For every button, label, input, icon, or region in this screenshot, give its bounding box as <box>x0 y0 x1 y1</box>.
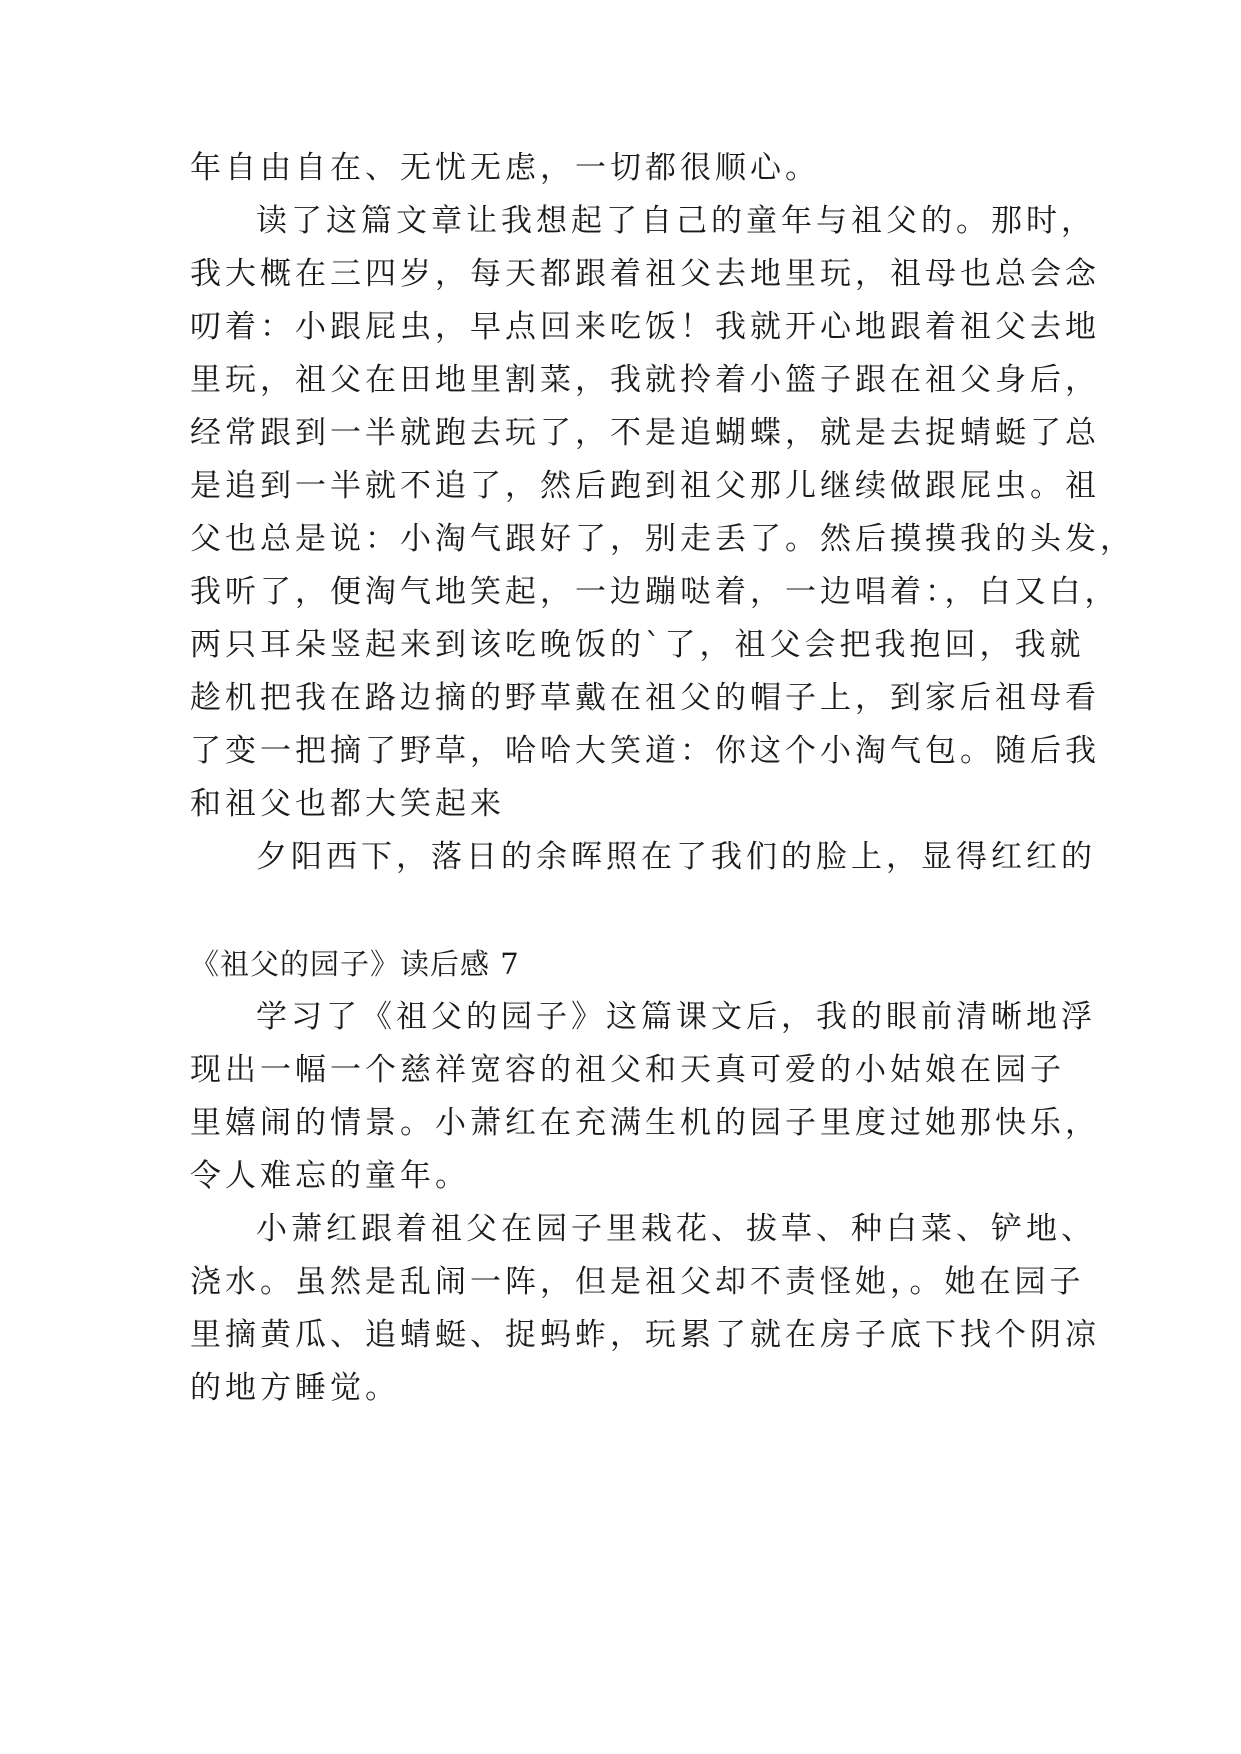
paragraph-line: 浇水。虽然是乱闹一阵，但是祖父却不责怪她，。她在园子 <box>190 1264 1085 1300</box>
paragraph-line: 夕阳西下，落日的余晖照在了我们的脸上，显得红红的 <box>256 839 1096 875</box>
paragraph-line: 现出一幅一个慈祥宽容的祖父和天真可爱的小姑娘在园子 <box>190 1052 1065 1088</box>
paragraph-line: 是追到一半就不追了，然后跑到祖父那儿继续做跟屁虫。祖 <box>190 468 1100 504</box>
paragraph-line: 读了这篇文章让我想起了自己的童年与祖父的。那时， <box>256 203 1096 239</box>
paragraph-line: 趁机把我在路边摘的野草戴在祖父的帽子上，到家后祖母看 <box>190 680 1100 716</box>
paragraph-line: 我听了，便淘气地笑起，一边蹦哒着，一边唱着：，白又白， <box>190 574 1120 610</box>
paragraph-line: 和祖父也都大笑起来 <box>190 786 505 822</box>
paragraph-line: 令人难忘的童年。 <box>190 1158 470 1194</box>
paragraph-line: 经常跟到一半就跑去玩了，不是追蝴蝶，就是去捉蜻蜓了总 <box>190 415 1100 451</box>
paragraph-line: 里摘黄瓜、追蜻蜓、捉蚂蚱，玩累了就在房子底下找个阴凉 <box>190 1317 1100 1353</box>
paragraph-line: 里嬉闹的情景。小萧红在充满生机的园子里度过她那快乐， <box>190 1105 1100 1141</box>
paragraph-line: 父也总是说：小淘气跟好了，别走丢了。然后摸摸我的头发， <box>190 521 1135 557</box>
paragraph-line: 叨着：小跟屁虫，早点回来吃饭！我就开心地跟着祖父去地 <box>190 309 1100 345</box>
paragraph-line: 里玩，祖父在田地里割菜，我就拎着小篮子跟在祖父身后， <box>190 362 1100 398</box>
paragraph-line: 年自由自在、无忧无虑，一切都很顺心。 <box>190 150 820 186</box>
paragraph-line: 我大概在三四岁，每天都跟着祖父去地里玩，祖母也总会念 <box>190 256 1100 292</box>
section-heading: 《祖父的园子》读后感 7 <box>190 947 520 981</box>
paragraph-line: 了变一把摘了野草，哈哈大笑道：你这个小淘气包。随后我 <box>190 733 1100 769</box>
paragraph-line: 小萧红跟着祖父在园子里栽花、拔草、种白菜、铲地、 <box>256 1211 1096 1247</box>
paragraph-line: 的地方睡觉。 <box>190 1370 400 1406</box>
paragraph-line: 两只耳朵竖起来到该吃晚饭的`了，祖父会把我抱回，我就 <box>190 627 1085 663</box>
paragraph-line: 学习了《祖父的园子》这篇课文后，我的眼前清晰地浮 <box>256 999 1096 1035</box>
